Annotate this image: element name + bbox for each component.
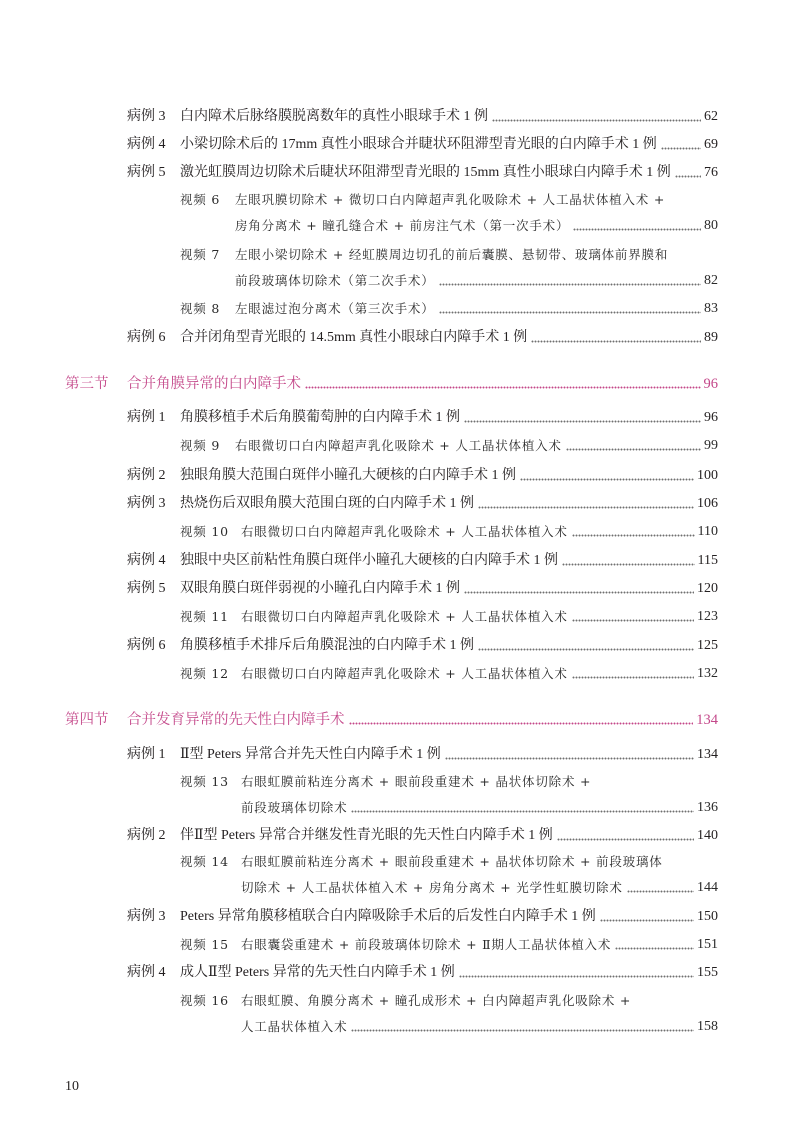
toc-entry-video: [180, 852, 718, 898]
entry-label: 病例 6: [127, 638, 166, 653]
leader-dots: [573, 216, 701, 236]
entry-title: 右眼虹膜前粘连分离术 + 眼前段重建术 + 晶状体切除术 + 前段玻璃体: [241, 854, 663, 869]
leader-dots: [557, 826, 694, 846]
leader-dots: [478, 636, 694, 656]
leader-dots: [464, 579, 694, 599]
entry-line: [235, 190, 718, 210]
entry-line: [235, 216, 718, 236]
section-page-number: 134: [696, 712, 718, 728]
entry-page-number: 106: [697, 496, 718, 511]
entry-page-number: 132: [697, 666, 718, 681]
entry-body: [241, 991, 718, 1037]
entry-page-number: 144: [697, 880, 718, 895]
entry-title: 右眼微切口白内障超声乳化吸除术 + 人工晶状体植入术: [241, 666, 568, 681]
toc-entry-case: [127, 408, 718, 428]
toc-entry-video: [180, 522, 718, 542]
toc-entry-case: [127, 328, 718, 348]
leader-dots: [572, 607, 694, 627]
entry-page-number: 123: [697, 609, 718, 624]
entry-line: [241, 798, 718, 818]
entry-body: [235, 190, 718, 236]
toc-entry-video: [180, 190, 718, 236]
entry-body: [241, 664, 718, 684]
entry-page-number: 80: [704, 218, 718, 233]
entry-title-continued: 人工晶状体植入术: [241, 1019, 348, 1034]
leader-dots: [661, 135, 701, 155]
section-page-number: 96: [703, 376, 718, 392]
toc-entry-case: [127, 826, 718, 846]
leader-dots: [349, 710, 694, 730]
entry-label: 视频 13: [180, 774, 229, 789]
entry-label: 病例 3: [127, 109, 166, 124]
section-title: 合并角膜异常的白内障手术: [127, 376, 301, 392]
entry-page-number: 62: [704, 109, 718, 124]
toc-entry-case: [127, 107, 718, 127]
entry-page-number: 158: [697, 1019, 718, 1034]
entry-label: 视频 6: [180, 192, 221, 207]
entry-title-continued: 前段玻璃体切除术: [241, 800, 348, 815]
entry-label: 病例 2: [127, 828, 166, 843]
entry-body: [241, 522, 718, 542]
entry-page-number: 110: [697, 524, 718, 539]
leader-dots: [600, 907, 694, 927]
entry-label: 病例 4: [127, 553, 166, 568]
entry-line: [241, 991, 718, 1011]
entry-title: 合并闭角型青光眼的 14.5mm 真性小眼球白内障手术 1 例: [180, 330, 528, 345]
entry-title: Ⅱ型 Peters 异常合并先天性白内障手术 1 例: [180, 747, 441, 762]
entry-line: [241, 664, 718, 684]
section-title: 合并发育异常的先天性白内障手术: [127, 712, 345, 728]
entry-title: 右眼囊袋重建术 + 前段玻璃体切除术 + Ⅱ期人工晶状体植入术: [241, 937, 612, 952]
entry-title-continued: 切除术 + 人工晶状体植入术 + 房角分离术 + 光学性虹膜切除术: [241, 880, 623, 895]
leader-dots: [572, 664, 694, 684]
entry-title: 右眼虹膜、角膜分离术 + 瞳孔成形术 + 白内障超声乳化吸除术 +: [241, 993, 632, 1008]
entry-label: 视频 9: [180, 438, 221, 453]
entry-title: 成人Ⅱ型 Peters 异常的先天性白内障手术 1 例: [180, 965, 455, 980]
leader-dots: [566, 436, 701, 456]
leader-dots: [492, 107, 701, 127]
entry-line: [241, 878, 718, 898]
entry-page-number: 115: [697, 553, 718, 568]
entry-title: 激光虹膜周边切除术后睫状环阻滞型青光眼的 15mm 真性小眼球白内障手术 1 例: [180, 165, 671, 180]
entry-label: 视频 11: [180, 609, 229, 624]
entry-line: [235, 271, 718, 291]
leader-dots: [478, 494, 694, 514]
toc-entry-case: [127, 963, 718, 983]
entry-title: 伴Ⅱ型 Peters 异常合并继发性青光眼的先天性白内障手术 1 例: [180, 828, 553, 843]
entry-label: 视频 8: [180, 301, 221, 316]
entry-title-continued: 前段玻璃体切除术（第二次手术）: [235, 273, 435, 288]
entry-label: 病例 3: [127, 496, 166, 511]
entry-body: [235, 299, 718, 319]
section-label: 第四节: [65, 712, 109, 728]
entry-line: [235, 436, 718, 456]
entry-line: [241, 1017, 718, 1037]
entry-title: 右眼微切口白内障超声乳化吸除术 + 人工晶状体植入术: [235, 438, 562, 453]
toc-entry-case: [127, 466, 718, 486]
leader-dots: [464, 408, 701, 428]
entry-title: 独眼角膜大范围白斑伴小瞳孔大硬核的白内障手术 1 例: [180, 468, 516, 483]
entry-page-number: 89: [704, 330, 718, 345]
leader-dots: [572, 522, 695, 542]
entry-title: 左眼小梁切除术 + 经虹膜周边切孔的前后囊膜、悬韧带、玻璃体前界膜和: [235, 247, 669, 262]
entry-page-number: 99: [704, 438, 718, 453]
entry-title: 右眼微切口白内障超声乳化吸除术 + 人工晶状体植入术: [241, 609, 568, 624]
entry-body: [241, 852, 718, 898]
toc-entry-video: [180, 772, 718, 818]
section-label: 第三节: [65, 376, 109, 392]
entry-label: 病例 4: [127, 965, 166, 980]
entry-label: 病例 1: [127, 747, 166, 762]
toc-entry-video: [180, 607, 718, 627]
leader-dots: [520, 466, 694, 486]
entry-title: 右眼虹膜前粘连分离术 + 眼前段重建术 + 晶状体切除术 +: [241, 774, 592, 789]
toc-entry-video: [180, 935, 718, 955]
entry-page-number: 120: [697, 581, 718, 596]
leader-dots: [351, 798, 694, 818]
entry-title: 角膜移植手术排斥后角膜混浊的白内障手术 1 例: [180, 638, 474, 653]
entry-label: 视频 12: [180, 666, 229, 681]
entry-page-number: 134: [697, 747, 718, 762]
toc-entry-case: [127, 135, 718, 155]
toc-entry-case: [127, 907, 718, 927]
page-number: 10: [65, 1079, 79, 1094]
entry-body: [241, 772, 718, 818]
toc-entry-case: [127, 745, 718, 765]
entry-label: 视频 15: [180, 937, 229, 952]
leader-dots: [615, 935, 694, 955]
section-heading: [65, 374, 718, 394]
entry-body: [235, 245, 718, 291]
leader-dots: [439, 271, 701, 291]
entry-title: 右眼微切口白内障超声乳化吸除术 + 人工晶状体植入术: [241, 524, 568, 539]
toc-entry-case: [127, 551, 718, 571]
entry-label: 病例 6: [127, 330, 166, 345]
entry-line: [241, 852, 718, 872]
leader-dots: [445, 745, 694, 765]
entry-title: 独眼中央区前粘性角膜白斑伴小瞳孔大硬核的白内障手术 1 例: [180, 553, 558, 568]
entry-page-number: 155: [697, 965, 718, 980]
leader-dots: [562, 551, 695, 571]
toc-entry-video: [180, 245, 718, 291]
entry-label: 视频 7: [180, 247, 221, 262]
entry-body: [241, 607, 718, 627]
entry-title: Peters 异常角膜移植联合白内障吸除手术后的后发性白内障手术 1 例: [180, 909, 596, 924]
entry-label: 视频 16: [180, 993, 229, 1008]
toc-entry-video: [180, 436, 718, 456]
toc-entry-video: [180, 299, 718, 319]
entry-body: [241, 935, 718, 955]
entry-page-number: 100: [697, 468, 718, 483]
entry-label: 视频 14: [180, 854, 229, 869]
leader-dots: [439, 299, 701, 319]
leader-dots: [305, 374, 701, 394]
entry-page-number: 83: [704, 301, 718, 316]
leader-dots: [459, 963, 694, 983]
leader-dots: [531, 328, 701, 348]
entry-label: 病例 4: [127, 137, 166, 152]
entry-title: 双眼角膜白斑伴弱视的小瞳孔白内障手术 1 例: [180, 581, 460, 596]
entry-title: 左眼滤过泡分离术（第三次手术）: [235, 301, 435, 316]
entry-label: 病例 5: [127, 581, 166, 596]
entry-page-number: 150: [697, 909, 718, 924]
entry-page-number: 151: [697, 937, 718, 952]
entry-label: 视频 10: [180, 524, 229, 539]
toc-entry-case: [127, 163, 718, 183]
entry-title: 白内障术后脉络膜脱离数年的真性小眼球手术 1 例: [180, 109, 488, 124]
entry-body: [235, 436, 718, 456]
toc-entry-case: [127, 579, 718, 599]
entry-label: 病例 2: [127, 468, 166, 483]
entry-label: 病例 5: [127, 165, 166, 180]
entry-line: [241, 522, 718, 542]
entry-label: 病例 3: [127, 909, 166, 924]
toc-entry-case: [127, 636, 718, 656]
entry-title: 角膜移植手术后角膜葡萄肿的白内障手术 1 例: [180, 410, 460, 425]
toc-entry-video: [180, 991, 718, 1037]
leader-dots: [627, 878, 694, 898]
section-heading: [65, 710, 718, 730]
entry-title: 小梁切除术后的 17mm 真性小眼球合并睫状环阻滞型青光眼的白内障手术 1 例: [180, 137, 657, 152]
entry-page-number: 140: [697, 828, 718, 843]
entry-page-number: 125: [697, 638, 718, 653]
leader-dots: [351, 1017, 694, 1037]
entry-page-number: 96: [704, 410, 718, 425]
toc-entry-video: [180, 664, 718, 684]
entry-page-number: 76: [704, 165, 718, 180]
entry-line: [235, 299, 718, 319]
entry-line: [241, 607, 718, 627]
entry-page-number: 69: [704, 137, 718, 152]
entry-line: [235, 245, 718, 265]
entry-line: [241, 935, 718, 955]
entry-line: [241, 772, 718, 792]
toc-entry-case: [127, 494, 718, 514]
entry-label: 病例 1: [127, 410, 166, 425]
entry-title: 左眼巩膜切除术 + 微切口白内障超声乳化吸除术 + 人工晶状体植入术 +: [235, 192, 666, 207]
entry-title-continued: 房角分离术 + 瞳孔缝合术 + 前房注气术（第一次手术）: [235, 218, 570, 233]
leader-dots: [675, 163, 701, 183]
entry-title: 热烧伤后双眼角膜大范围白斑的白内障手术 1 例: [180, 496, 474, 511]
entry-page-number: 136: [697, 800, 718, 815]
entry-page-number: 82: [704, 273, 718, 288]
